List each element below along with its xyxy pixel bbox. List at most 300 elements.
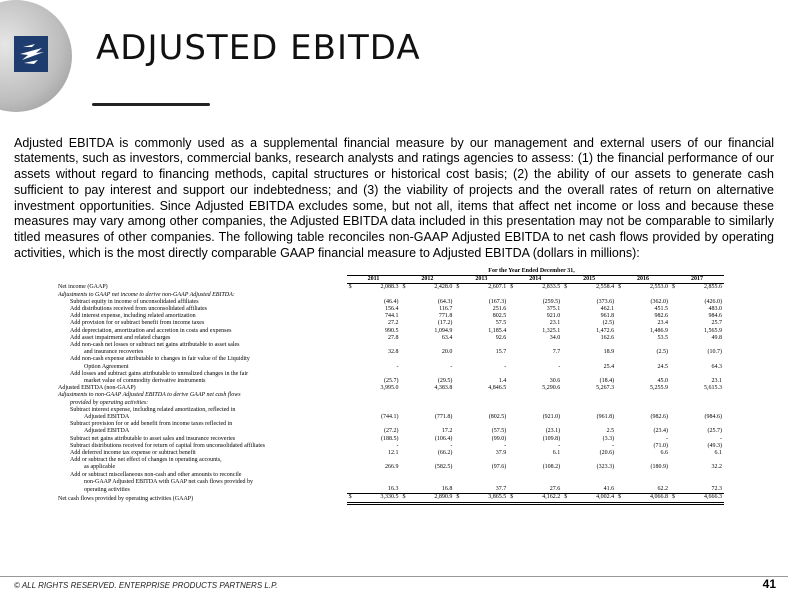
currency-symbol [616,457,627,464]
cell-value [358,342,401,349]
cell-value: 41.6 [603,486,615,493]
currency-symbol [616,421,627,428]
cell-value [681,457,724,464]
row-label: as applicable [84,464,116,471]
currency-symbol [508,292,519,299]
currency-symbol [400,464,411,471]
footer-divider [0,576,788,577]
cell-value: 30.6 [549,378,561,385]
cell-value: 5,255.9 [650,385,668,392]
currency-symbol [454,392,465,399]
currency-symbol [347,457,358,464]
currency-symbol: $ [347,494,358,503]
currency-symbol [616,364,627,371]
currency-symbol [400,457,411,464]
cell-value [465,407,508,414]
currency-symbol [508,364,519,371]
currency-symbol [562,313,573,320]
cell-value [411,421,454,428]
cell-value: 57.5 [495,320,507,327]
row-label: market value of commodity derivative instruments [84,378,206,385]
year-header: 2014 [508,276,562,284]
cell-value: 7.7 [552,349,561,356]
currency-symbol [670,335,681,342]
cell-value [573,292,616,299]
row-label: Net income (GAAP) [58,284,108,291]
currency-symbol [508,457,519,464]
cell-value [411,356,454,363]
table-row [56,486,724,494]
cell-value: 6.1 [552,450,561,457]
currency-symbol [562,472,573,479]
currency-symbol [347,479,358,486]
cell-value [411,392,454,399]
cell-value [627,292,670,299]
row-label: Adjusted EBITDA [84,428,130,435]
cell-value: 1.4 [498,378,507,385]
cell-value: 27.6 [549,486,561,493]
currency-symbol [616,486,627,494]
table-row [56,292,724,299]
currency-symbol [562,320,573,327]
cell-value: (744.1) [380,414,399,421]
cell-value: (802.5) [488,414,507,421]
currency-symbol [508,306,519,313]
cell-value [627,407,670,414]
currency-symbol [347,464,358,471]
currency-symbol [562,335,573,342]
currency-symbol [562,292,573,299]
table-row [56,299,724,306]
cell-value: (64.3) [437,298,453,305]
currency-symbol [508,356,519,363]
cell-value: 2,890.9 [411,494,454,503]
currency-symbol [670,371,681,378]
currency-symbol [454,428,465,435]
cell-value: (49.3) [707,442,722,449]
cell-value [573,472,616,479]
table-row [56,443,724,450]
table-row [56,356,724,363]
currency-symbol [508,450,519,457]
cell-value: (2.5) [656,349,668,356]
currency-symbol [670,306,681,313]
cell-value: - [612,442,615,449]
cell-value [519,371,562,378]
table-row [56,400,724,407]
cell-value: 375.1 [546,306,561,313]
cell-value [411,371,454,378]
cell-value [627,400,670,407]
currency-symbol [508,378,519,385]
cell-value: 3,995.0 [380,385,399,392]
currency-symbol [508,328,519,335]
row-label: Add non-cash expense attributable to changes in fair value of the Liquidity [70,356,250,363]
year-header: 2012 [400,276,454,284]
currency-symbol [347,436,358,443]
currency-symbol [400,472,411,479]
cell-value: 16.3 [387,486,399,493]
cell-value: 6.6 [660,450,668,457]
cell-value: 1,325.1 [542,327,561,334]
row-label: Add deferred income tax expense or subtract benefit [70,450,196,457]
cell-value: 162.6 [600,334,615,341]
table-row [56,436,724,443]
currency-symbol [347,342,358,349]
currency-symbol [400,428,411,435]
cell-value: (180.9) [650,464,668,471]
cell-value: (29.5) [437,378,453,385]
intro-paragraph: Adjusted EBITDA is commonly used as a supplemental financial measure by our management and external users of our financial statements, such as investors, commercial banks, research analysts and ratings agencies to assess: (1) the financial performance of our assets without regard to financing methods, capital structures or historical cost basis; (2) the ability of our assets to generate cash sufficient to pay interest and support our indebtedness; and (3) the viability of projects and the overall rates of return on alternative investment opportunities. Since Adjusted EBITDA excludes some, but not all, items that affect net income or loss and because these measures may vary among other companies, the Adjusted EBITDA data included in this presentation may not be comparable to similarly titled measures of other companies. The following table reconciles non-GAAP Adjusted EBITDA to net cash flows provided by operating activities, which is the most directly comparable GAAP financial measure to Adjusted EBITDA (dollars in millions): [14,135,774,261]
cell-value [627,371,670,378]
row-label: Add distributions received from unconsolidated affiliates [70,306,208,313]
currency-symbol [670,421,681,428]
cell-value: 23.1 [711,378,722,385]
currency-symbol: $ [616,494,627,503]
cell-value: 72.3 [711,486,722,493]
row-label: Subtract provision for or add benefit from income taxes reflected in [70,421,233,428]
currency-symbol [562,342,573,349]
currency-symbol [454,464,465,471]
cell-value: (23.4) [653,428,668,435]
cell-value: 92.6 [495,334,507,341]
currency-symbol [347,407,358,414]
cell-value: 2,428.0 [434,284,453,291]
currency-symbol [616,428,627,435]
currency-symbol [508,371,519,378]
cell-value [358,371,401,378]
row-label: Add asset impairment and related charges [70,334,171,341]
currency-symbol [454,378,465,385]
cell-value [465,342,508,349]
cell-value: (18.4) [599,378,615,385]
currency-symbol [562,328,573,335]
cell-value: (582.5) [434,464,453,471]
cell-value [411,292,454,299]
currency-symbol [670,436,681,443]
cell-value [465,356,508,363]
currency-symbol [454,457,465,464]
currency-symbol [347,486,358,494]
cell-value: 20.0 [441,349,453,356]
cell-value: 4,162.2 [519,494,562,503]
cell-value [681,407,724,414]
cell-value [519,400,562,407]
cell-value: (259.5) [542,298,561,305]
currency-symbol [400,443,411,450]
currency-symbol [454,364,465,371]
cell-value: - [558,442,561,449]
cell-value [519,479,562,486]
currency-symbol [454,306,465,313]
cell-value: (57.5) [491,428,507,435]
currency-symbol [454,299,465,306]
cell-value: 4,066.8 [627,494,670,503]
table-row [56,392,724,399]
row-label: and insurance recoveries [84,349,144,356]
page-title: ADJUSTED EBITDA [96,28,421,68]
cell-value: 2,855.6 [704,284,722,291]
currency-symbol: $ [562,494,573,503]
cell-value: 27.2 [387,320,399,327]
cell-value: (20.6) [599,450,615,457]
year-header: 2017 [670,276,724,284]
row-label: Add provision for or subtract benefit from income taxes [70,320,205,327]
cell-value: (25.7) [383,378,399,385]
cell-value: 34.0 [549,334,561,341]
currency-symbol [562,378,573,385]
currency-symbol [616,342,627,349]
currency-symbol [508,443,519,450]
row-label: Subtract equity in income of unconsolidated affiliates [70,298,199,305]
cell-value [573,407,616,414]
currency-symbol [454,421,465,428]
currency-symbol [508,342,519,349]
year-header: 2011 [347,276,401,284]
cell-value: (426.0) [704,298,722,305]
currency-symbol [347,335,358,342]
currency-symbol [670,414,681,421]
cell-value: - [450,442,453,449]
cell-value: (323.3) [596,464,615,471]
currency-symbol [400,400,411,407]
currency-symbol [454,320,465,327]
row-label: Add interest expense, including related amortization [70,313,196,320]
row-label: Add non-cash net losses or subtract net gains attributable to asset sales [70,342,240,349]
cell-value: - [504,442,507,449]
currency-symbol [562,428,573,435]
currency-symbol [670,392,681,399]
currency-symbol [400,371,411,378]
currency-symbol [400,486,411,494]
currency-symbol [616,356,627,363]
currency-symbol [508,421,519,428]
currency-symbol [508,414,519,421]
cell-value [519,292,562,299]
currency-symbol [616,436,627,443]
years-header-row [56,276,724,284]
cell-value: (362.0) [650,298,668,305]
cell-value: 62.2 [657,486,668,493]
currency-symbol [562,479,573,486]
cell-value: 2,607.1 [488,284,507,291]
cell-value: 744.1 [384,313,399,320]
cell-value [358,400,401,407]
currency-symbol: $ [508,494,519,503]
cell-value [465,472,508,479]
currency-symbol [400,349,411,356]
currency-symbol [347,299,358,306]
cell-value: 961.8 [600,313,615,320]
total-row [56,494,724,503]
cell-value: (167.3) [488,298,507,305]
table-row [56,428,724,435]
currency-symbol [562,450,573,457]
period-header: For the Year Ended December 31, [488,268,575,274]
cell-value [519,472,562,479]
currency-symbol [454,328,465,335]
currency-symbol: $ [670,494,681,503]
currency-symbol [616,313,627,320]
cell-value: 63.4 [441,334,453,341]
currency-symbol [400,407,411,414]
currency-symbol [616,392,627,399]
cell-value: 5,615.3 [704,385,722,392]
cell-value: 25.4 [603,363,615,370]
cell-value [358,472,401,479]
table-row [56,342,724,349]
cell-value: 3,330.5 [358,494,401,503]
currency-symbol [616,414,627,421]
cell-value: 6.1 [714,450,722,457]
row-label: Adjusted EBITDA (non-GAAP) [58,385,136,392]
table-row [56,320,724,327]
cell-value: 23.1 [549,320,561,327]
currency-symbol [616,443,627,450]
currency-symbol [454,443,465,450]
currency-symbol [347,328,358,335]
currency-symbol [400,306,411,313]
cell-value [411,479,454,486]
cell-value [681,400,724,407]
cell-value [573,342,616,349]
cell-value [573,400,616,407]
currency-symbol [347,320,358,327]
currency-symbol [400,342,411,349]
currency-symbol [454,313,465,320]
cell-value: (46.4) [383,298,399,305]
cell-value [358,479,401,486]
table-row [56,335,724,342]
cell-value: (99.0) [491,435,507,442]
currency-symbol [670,385,681,392]
currency-symbol [454,486,465,494]
currency-symbol [347,378,358,385]
cell-value: 451.5 [654,306,668,313]
cell-value [627,472,670,479]
row-label: Subtract interest expense, including related amortization, reflected in [70,406,236,413]
currency-symbol [508,335,519,342]
cell-value: (23.1) [545,428,561,435]
currency-symbol [562,486,573,494]
cell-value [465,292,508,299]
cell-value: 1,565.9 [704,327,722,334]
currency-symbol: $ [618,284,622,291]
cell-value: 23.4 [657,320,668,327]
cell-value: - [666,435,668,442]
cell-value: (771.8) [434,414,453,421]
currency-symbol [347,364,358,371]
currency-symbol [670,320,681,327]
currency-symbol [508,479,519,486]
table-row [56,328,724,335]
cell-value: 32.2 [711,464,722,471]
currency-symbol [400,436,411,443]
cell-value: 16.8 [441,486,453,493]
cell-value: 4,666.3 [681,494,724,503]
cell-value [573,421,616,428]
currency-symbol [670,464,681,471]
currency-symbol [616,400,627,407]
currency-symbol [670,292,681,299]
cell-value [573,356,616,363]
currency-symbol [670,428,681,435]
currency-symbol: $ [564,284,568,291]
cell-value: (97.6) [491,464,507,471]
cell-value: 116.7 [439,306,453,313]
cell-value: - [504,363,507,370]
currency-symbol [670,313,681,320]
currency-symbol [400,335,411,342]
year-header: 2015 [562,276,616,284]
cell-value [358,407,401,414]
cell-value: (2.5) [602,320,615,327]
currency-symbol: $ [510,284,514,291]
cell-value: (3.3) [602,435,615,442]
cell-value: (961.8) [596,414,615,421]
cell-value [573,371,616,378]
currency-symbol [400,356,411,363]
row-label: Option Agreement [84,363,129,370]
cell-value [519,392,562,399]
currency-symbol [562,457,573,464]
currency-symbol [670,364,681,371]
table-row [56,479,724,486]
row-label: Net cash flows provided by operating activities (GAAP) [58,495,194,502]
cell-value: - [450,363,453,370]
currency-symbol [562,407,573,414]
cell-value [411,407,454,414]
cell-value: 251.6 [492,306,507,313]
currency-symbol [670,457,681,464]
cell-value: 802.5 [492,313,507,320]
cell-value [627,479,670,486]
currency-symbol [347,428,358,435]
cell-value: 462.1 [600,306,615,313]
currency-symbol [562,414,573,421]
currency-symbol [670,349,681,356]
currency-symbol [670,356,681,363]
cell-value [411,400,454,407]
currency-symbol: $ [400,494,411,503]
currency-symbol [670,450,681,457]
cell-value: (108.2) [542,464,561,471]
currency-symbol [562,371,573,378]
currency-symbol [454,479,465,486]
cell-value: (984.6) [704,414,722,421]
currency-symbol [347,356,358,363]
cell-value [358,392,401,399]
currency-symbol [454,400,465,407]
cell-value [465,479,508,486]
currency-symbol [616,479,627,486]
currency-symbol [508,436,519,443]
currency-symbol [454,342,465,349]
currency-symbol [454,385,465,392]
currency-symbol [400,392,411,399]
currency-symbol [508,486,519,494]
currency-symbol [347,414,358,421]
currency-symbol [454,450,465,457]
cell-value: 1,486.9 [650,327,668,334]
currency-symbol [616,407,627,414]
cell-value: (921.0) [542,414,561,421]
cell-value: 12.1 [387,450,399,457]
currency-symbol [562,436,573,443]
currency-symbol [508,313,519,320]
currency-symbol [670,299,681,306]
cell-value: 2,558.4 [596,284,615,291]
